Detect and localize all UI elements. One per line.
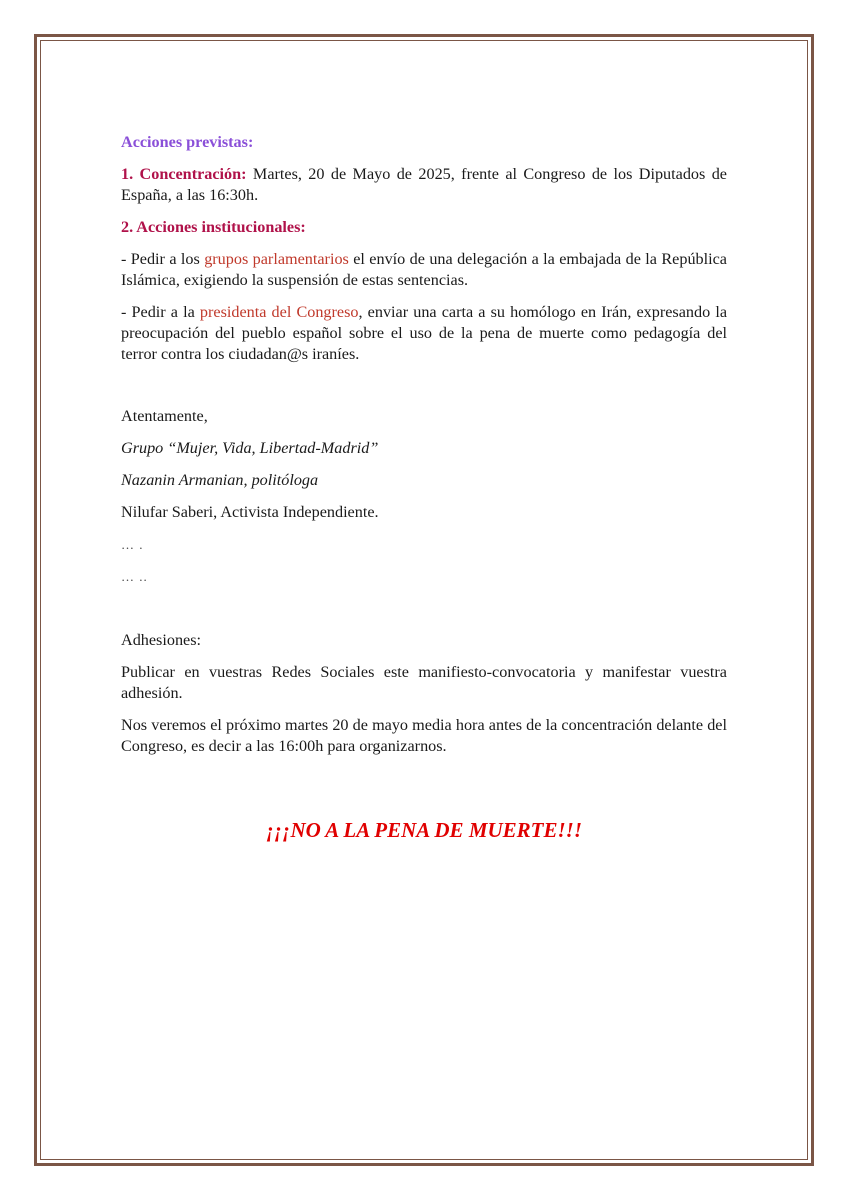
spacer — [121, 376, 727, 406]
bullet1-after: el envío de una delegación a la embajada de la República Islámica, exigiendo la suspensión de estas sentencias. — [121, 250, 727, 289]
bullet2-before: - Pedir a la — [121, 303, 200, 321]
signatory-group: Grupo “Mujer, Vida, Libertad-Madrid” — [121, 439, 379, 457]
bullet1-before: - Pedir a los — [121, 250, 205, 268]
adhesiones-text-1: Publicar en vuestras Redes Sociales este manifiesto-convocatoria y manifestar vuestra adhesión. — [121, 663, 727, 702]
item-concentracion-label: 1. Concentración: — [121, 165, 247, 183]
item-acciones-institucionales-label: 2. Acciones institucionales: — [121, 218, 306, 236]
adhesiones-heading: Adhesiones: — [121, 631, 202, 649]
slogan: ¡¡¡NO A LA PENA DE MUERTE!!! — [265, 818, 583, 842]
document-body — [121, 132, 727, 768]
acciones-heading-text: Acciones previstas: — [121, 133, 254, 151]
ellipsis-line-2: … .. — [121, 569, 148, 584]
ellipsis-line-1: … . — [121, 537, 144, 552]
bullet-grupos-parlamentarios — [121, 249, 727, 291]
bullet2-after: , enviar una carta a su homólogo en Irán, expresando la preocupación del pueblo español sobre el uso de la pena de muerte como pedagogía del terror contra los ciudadan@s iraníes. — [121, 303, 727, 363]
closing: Atentamente, — [121, 407, 208, 425]
spacer — [121, 598, 727, 630]
acciones-heading — [121, 132, 727, 153]
adhesiones-text-2: Nos veremos el próximo martes 20 de mayo media hora antes de la concentración delante del Congreso, es decir a las 16:00h para organizarnos. — [121, 716, 727, 755]
item-concentracion — [121, 164, 727, 206]
signatory-saberi: Nilufar Saberi, Activista Independiente. — [121, 503, 379, 521]
signatory-armanian: Nazanin Armanian, politóloga — [121, 471, 319, 489]
item-concentracion-text: Martes, 20 de Mayo de 2025, frente al Congreso de los Diputados de España, a las 16:30h. — [121, 165, 727, 204]
bullet-presidenta-congreso — [121, 302, 727, 365]
item-acciones-institucionales — [121, 217, 727, 238]
bullet2-highlight: presidenta del Congreso — [199, 303, 359, 321]
bullet1-highlight: grupos parlamentarios — [204, 250, 349, 268]
